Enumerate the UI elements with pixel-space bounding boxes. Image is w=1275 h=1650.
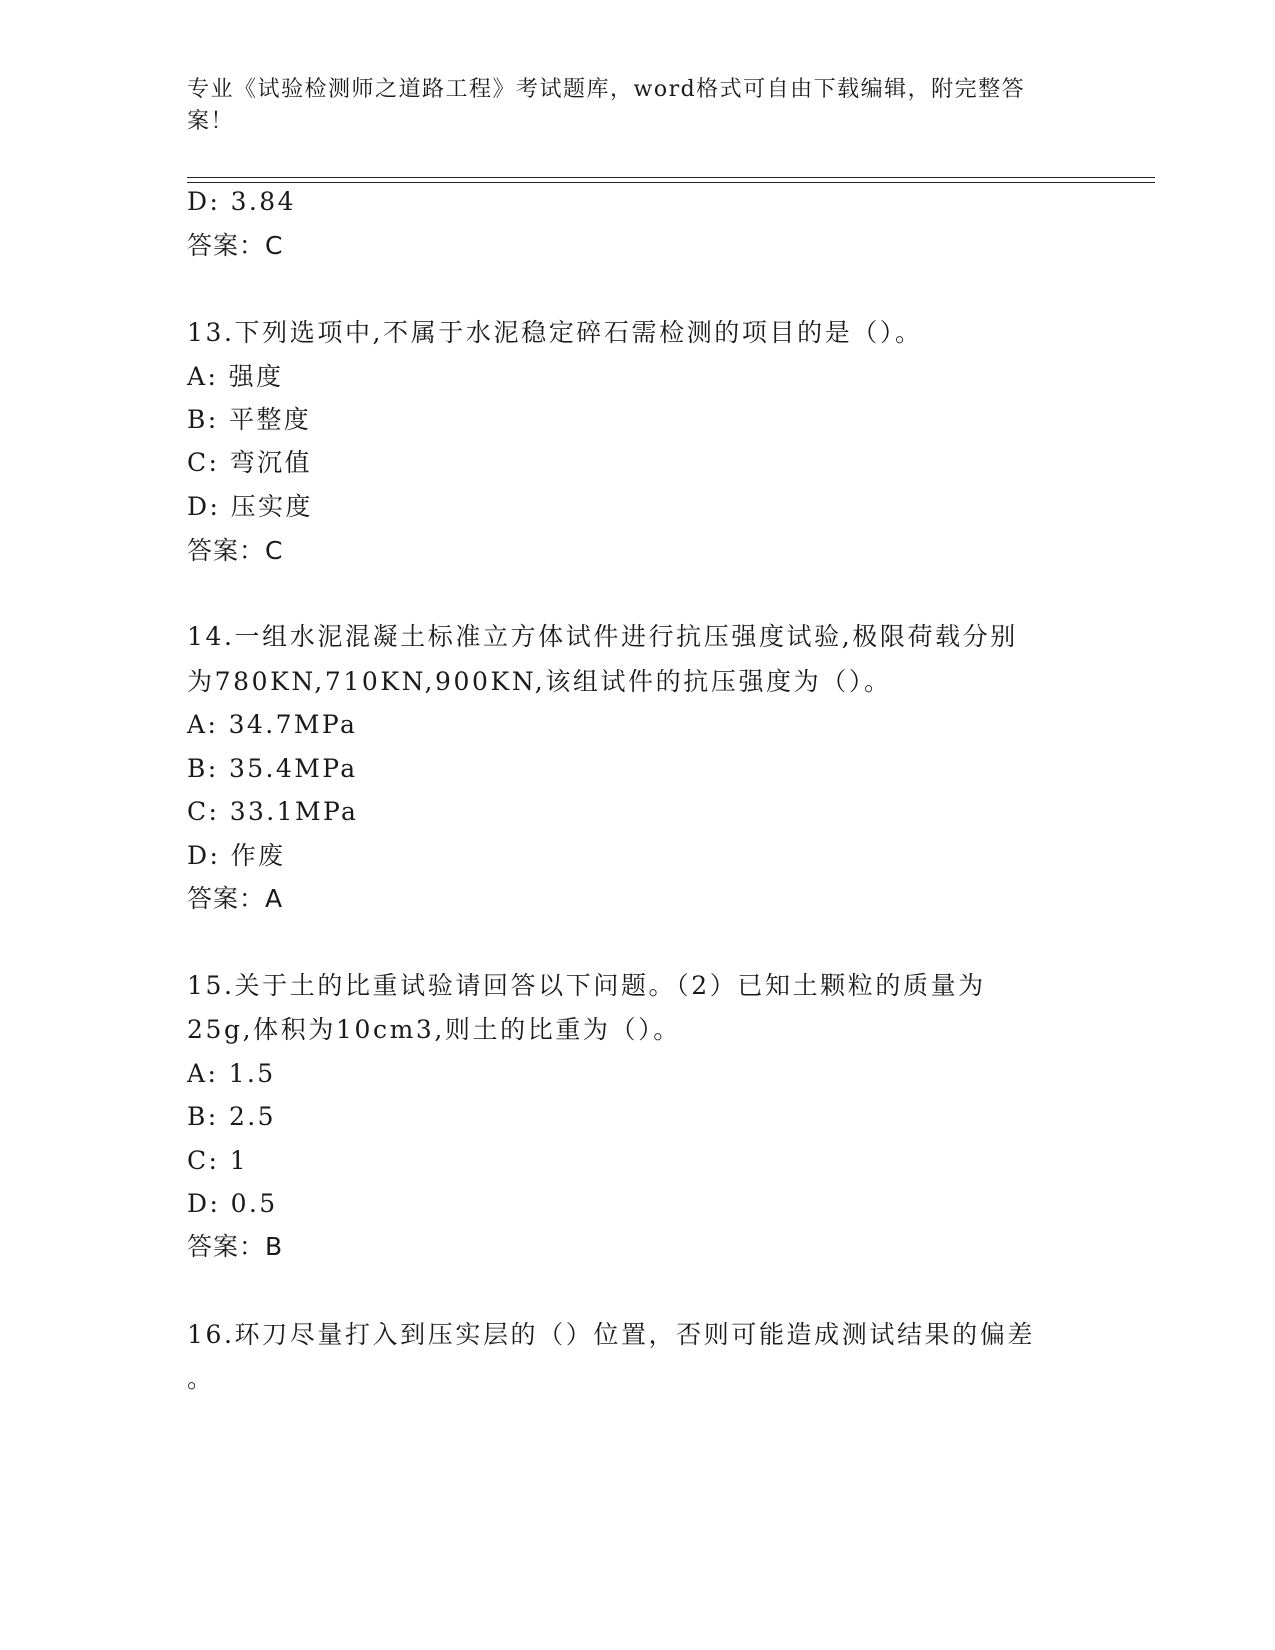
document-header: 专业《试验检测师之道路工程》考试题库，word格式可自由下载编辑，附完整答案！ <box>187 77 1026 134</box>
prev-option-d: D: 3.84 <box>187 187 296 216</box>
q14-stem-line2: 为780KN,710KN,900KN,该组试件的抗压强度为（）。 <box>187 667 892 696</box>
q14-option-b: B: 35.4MPa <box>187 754 358 783</box>
q16-stem-line2: 。 <box>187 1364 215 1393</box>
q15-answer: 答案：B <box>187 1232 284 1261</box>
prev-answer: 答案：C <box>187 231 284 260</box>
q13-option-c: C: 弯沉值 <box>187 448 312 477</box>
q15-option-a: A: 1.5 <box>187 1059 276 1088</box>
q15-option-c: C: 1 <box>187 1146 249 1175</box>
q14-option-d: D: 作废 <box>187 841 286 870</box>
header-rule-bottom <box>187 182 1155 183</box>
q14-option-a: A: 34.7MPa <box>187 710 358 739</box>
header-rule-top <box>187 177 1155 178</box>
q15-stem-line1: 15.关于土的比重试验请回答以下问题。（2）已知土颗粒的质量为 <box>187 971 986 1000</box>
q13-answer: 答案：C <box>187 536 284 565</box>
q13-stem: 13.下列选项中,不属于水泥稳定碎石需检测的项目的是（）。 <box>187 318 923 347</box>
q15-option-d: D: 0.5 <box>187 1189 278 1218</box>
q13-option-b: B: 平整度 <box>187 405 312 434</box>
q14-option-c: C: 33.1MPa <box>187 797 359 826</box>
q16-stem-line1: 16.环刀尽量打入到压实层的（）位置，否则可能造成测试结果的偏差 <box>187 1320 1035 1349</box>
q13-option-d: D: 压实度 <box>187 492 313 521</box>
q14-answer: 答案：A <box>187 884 284 913</box>
q15-option-b: B: 2.5 <box>187 1102 276 1131</box>
q13-option-a: A: 强度 <box>187 362 284 391</box>
q14-stem-line1: 14.一组水泥混凝土标准立方体试件进行抗压强度试验,极限荷载分别 <box>187 622 1018 651</box>
q15-stem-line2: 25g,体积为10cm3,则土的比重为（）。 <box>187 1015 681 1044</box>
